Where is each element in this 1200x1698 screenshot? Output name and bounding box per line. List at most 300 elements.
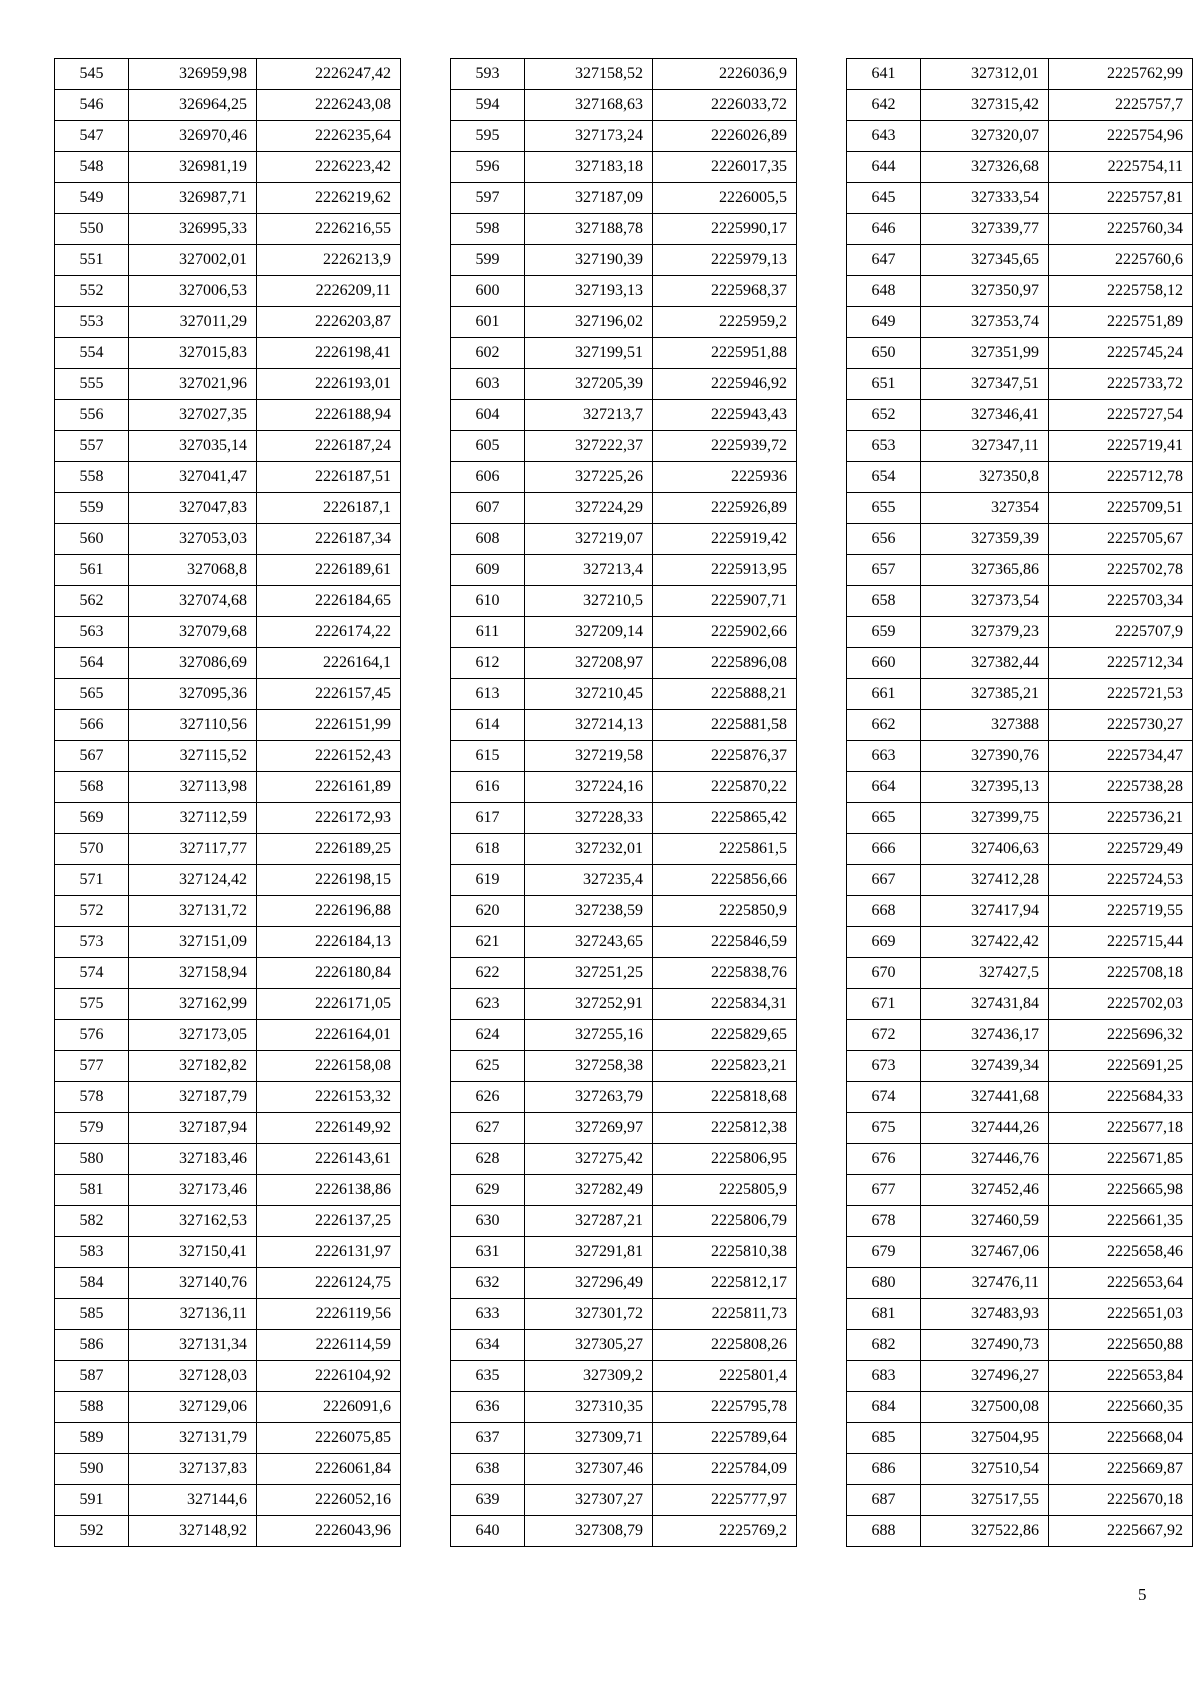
table-row bbox=[847, 803, 1193, 834]
x-coordinate-cell: 327379,23 bbox=[921, 617, 1049, 648]
point-number-cell: 674 bbox=[847, 1082, 921, 1113]
point-number-cell: 556 bbox=[55, 400, 129, 431]
y-coordinate-cell: 2226091,6 bbox=[257, 1392, 401, 1423]
y-coordinate-cell: 2225784,09 bbox=[653, 1454, 797, 1485]
y-coordinate-cell: 2226187,51 bbox=[257, 462, 401, 493]
y-coordinate-cell: 2226213,9 bbox=[257, 245, 401, 276]
point-number-cell: 600 bbox=[451, 276, 525, 307]
table-row bbox=[55, 307, 401, 338]
x-coordinate-cell: 327086,69 bbox=[129, 648, 257, 679]
point-number-cell: 561 bbox=[55, 555, 129, 586]
y-coordinate-cell: 2226131,97 bbox=[257, 1237, 401, 1268]
point-number-cell: 610 bbox=[451, 586, 525, 617]
x-coordinate-cell: 327162,53 bbox=[129, 1206, 257, 1237]
table-row bbox=[451, 586, 797, 617]
y-coordinate-cell: 2226184,65 bbox=[257, 586, 401, 617]
table-row bbox=[847, 307, 1193, 338]
table-row bbox=[451, 1392, 797, 1423]
table-row bbox=[55, 400, 401, 431]
y-coordinate-cell: 2225968,37 bbox=[653, 276, 797, 307]
x-coordinate-cell: 327144,6 bbox=[129, 1485, 257, 1516]
point-number-cell: 666 bbox=[847, 834, 921, 865]
x-coordinate-cell: 327208,97 bbox=[525, 648, 653, 679]
point-number-cell: 683 bbox=[847, 1361, 921, 1392]
x-coordinate-cell: 327422,42 bbox=[921, 927, 1049, 958]
point-number-cell: 636 bbox=[451, 1392, 525, 1423]
table-row bbox=[55, 369, 401, 400]
table-row bbox=[55, 121, 401, 152]
table-row bbox=[451, 958, 797, 989]
point-number-cell: 570 bbox=[55, 834, 129, 865]
x-coordinate-cell: 326964,25 bbox=[129, 90, 257, 121]
y-coordinate-cell: 2226043,96 bbox=[257, 1516, 401, 1547]
table-row bbox=[847, 524, 1193, 555]
y-coordinate-cell: 2225721,53 bbox=[1049, 679, 1193, 710]
x-coordinate-cell: 326970,46 bbox=[129, 121, 257, 152]
y-coordinate-cell: 2225811,73 bbox=[653, 1299, 797, 1330]
x-coordinate-cell: 327140,76 bbox=[129, 1268, 257, 1299]
y-coordinate-cell: 2225856,66 bbox=[653, 865, 797, 896]
y-coordinate-cell: 2225946,92 bbox=[653, 369, 797, 400]
y-coordinate-cell: 2225712,34 bbox=[1049, 648, 1193, 679]
table-row bbox=[847, 276, 1193, 307]
point-number-cell: 616 bbox=[451, 772, 525, 803]
x-coordinate-cell: 327345,65 bbox=[921, 245, 1049, 276]
y-coordinate-cell: 2226033,72 bbox=[653, 90, 797, 121]
table-row bbox=[55, 586, 401, 617]
y-coordinate-cell: 2225745,24 bbox=[1049, 338, 1193, 369]
point-number-cell: 567 bbox=[55, 741, 129, 772]
y-coordinate-cell: 2226209,11 bbox=[257, 276, 401, 307]
y-coordinate-cell: 2226174,22 bbox=[257, 617, 401, 648]
point-number-cell: 598 bbox=[451, 214, 525, 245]
x-coordinate-cell: 327112,59 bbox=[129, 803, 257, 834]
table-row bbox=[847, 617, 1193, 648]
point-number-cell: 581 bbox=[55, 1175, 129, 1206]
x-coordinate-cell: 327222,37 bbox=[525, 431, 653, 462]
table-row bbox=[55, 524, 401, 555]
point-number-cell: 568 bbox=[55, 772, 129, 803]
table-row bbox=[55, 865, 401, 896]
point-number-cell: 562 bbox=[55, 586, 129, 617]
x-coordinate-cell: 327504,95 bbox=[921, 1423, 1049, 1454]
point-number-cell: 629 bbox=[451, 1175, 525, 1206]
table-row bbox=[55, 59, 401, 90]
table-row bbox=[847, 1237, 1193, 1268]
y-coordinate-cell: 2225979,13 bbox=[653, 245, 797, 276]
table-row bbox=[847, 245, 1193, 276]
point-number-cell: 582 bbox=[55, 1206, 129, 1237]
table-row bbox=[451, 865, 797, 896]
point-number-cell: 645 bbox=[847, 183, 921, 214]
table-row bbox=[451, 152, 797, 183]
table-row bbox=[451, 710, 797, 741]
x-coordinate-cell: 327015,83 bbox=[129, 338, 257, 369]
table-row bbox=[55, 1206, 401, 1237]
y-coordinate-cell: 2225727,54 bbox=[1049, 400, 1193, 431]
point-number-cell: 605 bbox=[451, 431, 525, 462]
table-row bbox=[55, 183, 401, 214]
x-coordinate-cell: 327205,39 bbox=[525, 369, 653, 400]
x-coordinate-cell: 327002,01 bbox=[129, 245, 257, 276]
point-number-cell: 622 bbox=[451, 958, 525, 989]
y-coordinate-cell: 2226104,92 bbox=[257, 1361, 401, 1392]
x-coordinate-cell: 327275,42 bbox=[525, 1144, 653, 1175]
x-coordinate-cell: 327053,03 bbox=[129, 524, 257, 555]
x-coordinate-cell: 327182,82 bbox=[129, 1051, 257, 1082]
y-coordinate-cell: 2225805,9 bbox=[653, 1175, 797, 1206]
table-row bbox=[451, 617, 797, 648]
y-coordinate-cell: 2225943,43 bbox=[653, 400, 797, 431]
point-number-cell: 639 bbox=[451, 1485, 525, 1516]
table-row bbox=[847, 1051, 1193, 1082]
point-number-cell: 650 bbox=[847, 338, 921, 369]
point-number-cell: 631 bbox=[451, 1237, 525, 1268]
point-number-cell: 545 bbox=[55, 59, 129, 90]
table-row bbox=[847, 400, 1193, 431]
x-coordinate-cell: 327124,42 bbox=[129, 865, 257, 896]
point-number-cell: 662 bbox=[847, 710, 921, 741]
coordinate-table-2 bbox=[450, 58, 797, 1547]
x-coordinate-cell: 327346,41 bbox=[921, 400, 1049, 431]
point-number-cell: 597 bbox=[451, 183, 525, 214]
y-coordinate-cell: 2225959,2 bbox=[653, 307, 797, 338]
table-row bbox=[847, 152, 1193, 183]
table-row bbox=[847, 1330, 1193, 1361]
y-coordinate-cell: 2225812,17 bbox=[653, 1268, 797, 1299]
x-coordinate-cell: 327131,79 bbox=[129, 1423, 257, 1454]
table-row bbox=[847, 493, 1193, 524]
y-coordinate-cell: 2225671,85 bbox=[1049, 1144, 1193, 1175]
y-coordinate-cell: 2226164,01 bbox=[257, 1020, 401, 1051]
y-coordinate-cell: 2225829,65 bbox=[653, 1020, 797, 1051]
y-coordinate-cell: 2226119,56 bbox=[257, 1299, 401, 1330]
x-coordinate-cell: 327113,98 bbox=[129, 772, 257, 803]
point-number-cell: 657 bbox=[847, 555, 921, 586]
table-row bbox=[847, 679, 1193, 710]
x-coordinate-cell: 327210,5 bbox=[525, 586, 653, 617]
point-number-cell: 624 bbox=[451, 1020, 525, 1051]
point-number-cell: 565 bbox=[55, 679, 129, 710]
y-coordinate-cell: 2225919,42 bbox=[653, 524, 797, 555]
x-coordinate-cell: 327446,76 bbox=[921, 1144, 1049, 1175]
point-number-cell: 589 bbox=[55, 1423, 129, 1454]
y-coordinate-cell: 2225865,42 bbox=[653, 803, 797, 834]
y-coordinate-cell: 2226198,15 bbox=[257, 865, 401, 896]
y-coordinate-cell: 2226247,42 bbox=[257, 59, 401, 90]
x-coordinate-cell: 327115,52 bbox=[129, 741, 257, 772]
y-coordinate-cell: 2225651,03 bbox=[1049, 1299, 1193, 1330]
point-number-cell: 635 bbox=[451, 1361, 525, 1392]
table-row bbox=[451, 307, 797, 338]
y-coordinate-cell: 2226157,45 bbox=[257, 679, 401, 710]
table-row bbox=[451, 1330, 797, 1361]
point-number-cell: 553 bbox=[55, 307, 129, 338]
point-number-cell: 654 bbox=[847, 462, 921, 493]
y-coordinate-cell: 2225709,51 bbox=[1049, 493, 1193, 524]
y-coordinate-cell: 2225661,35 bbox=[1049, 1206, 1193, 1237]
point-number-cell: 606 bbox=[451, 462, 525, 493]
point-number-cell: 594 bbox=[451, 90, 525, 121]
table-row bbox=[847, 431, 1193, 462]
x-coordinate-cell: 327339,77 bbox=[921, 214, 1049, 245]
x-coordinate-cell: 326995,33 bbox=[129, 214, 257, 245]
x-coordinate-cell: 327412,28 bbox=[921, 865, 1049, 896]
y-coordinate-cell: 2225760,6 bbox=[1049, 245, 1193, 276]
point-number-cell: 546 bbox=[55, 90, 129, 121]
x-coordinate-cell: 327483,93 bbox=[921, 1299, 1049, 1330]
point-number-cell: 574 bbox=[55, 958, 129, 989]
point-number-cell: 590 bbox=[55, 1454, 129, 1485]
point-number-cell: 663 bbox=[847, 741, 921, 772]
y-coordinate-cell: 2225926,89 bbox=[653, 493, 797, 524]
table-row bbox=[55, 1144, 401, 1175]
point-number-cell: 558 bbox=[55, 462, 129, 493]
y-coordinate-cell: 2225736,21 bbox=[1049, 803, 1193, 834]
y-coordinate-cell: 2225705,67 bbox=[1049, 524, 1193, 555]
x-coordinate-cell: 327129,06 bbox=[129, 1392, 257, 1423]
y-coordinate-cell: 2225951,88 bbox=[653, 338, 797, 369]
table-row bbox=[847, 1020, 1193, 1051]
x-coordinate-cell: 327035,14 bbox=[129, 431, 257, 462]
x-coordinate-cell: 327011,29 bbox=[129, 307, 257, 338]
y-coordinate-cell: 2225670,18 bbox=[1049, 1485, 1193, 1516]
x-coordinate-cell: 327373,54 bbox=[921, 586, 1049, 617]
point-number-cell: 573 bbox=[55, 927, 129, 958]
x-coordinate-cell: 327047,83 bbox=[129, 493, 257, 524]
y-coordinate-cell: 2226172,93 bbox=[257, 803, 401, 834]
table-row bbox=[451, 59, 797, 90]
point-number-cell: 634 bbox=[451, 1330, 525, 1361]
point-number-cell: 571 bbox=[55, 865, 129, 896]
table-row bbox=[847, 462, 1193, 493]
point-number-cell: 687 bbox=[847, 1485, 921, 1516]
x-coordinate-cell: 327187,94 bbox=[129, 1113, 257, 1144]
point-number-cell: 592 bbox=[55, 1516, 129, 1547]
y-coordinate-cell: 2226061,84 bbox=[257, 1454, 401, 1485]
point-number-cell: 648 bbox=[847, 276, 921, 307]
y-coordinate-cell: 2225870,22 bbox=[653, 772, 797, 803]
table-row bbox=[451, 679, 797, 710]
x-coordinate-cell: 327359,39 bbox=[921, 524, 1049, 555]
y-coordinate-cell: 2226235,64 bbox=[257, 121, 401, 152]
x-coordinate-cell: 327315,42 bbox=[921, 90, 1049, 121]
point-number-cell: 548 bbox=[55, 152, 129, 183]
table-row bbox=[451, 1144, 797, 1175]
x-coordinate-cell: 327041,47 bbox=[129, 462, 257, 493]
point-number-cell: 547 bbox=[55, 121, 129, 152]
point-number-cell: 585 bbox=[55, 1299, 129, 1330]
x-coordinate-cell: 327199,51 bbox=[525, 338, 653, 369]
x-coordinate-cell: 327351,99 bbox=[921, 338, 1049, 369]
x-coordinate-cell: 327224,29 bbox=[525, 493, 653, 524]
point-number-cell: 664 bbox=[847, 772, 921, 803]
y-coordinate-cell: 2225907,71 bbox=[653, 586, 797, 617]
table-row bbox=[55, 617, 401, 648]
y-coordinate-cell: 2225896,08 bbox=[653, 648, 797, 679]
x-coordinate-cell: 327168,63 bbox=[525, 90, 653, 121]
point-number-cell: 627 bbox=[451, 1113, 525, 1144]
x-coordinate-cell: 327151,09 bbox=[129, 927, 257, 958]
table-row bbox=[451, 772, 797, 803]
x-coordinate-cell: 327136,11 bbox=[129, 1299, 257, 1330]
table-row bbox=[55, 958, 401, 989]
point-number-cell: 659 bbox=[847, 617, 921, 648]
x-coordinate-cell: 327225,26 bbox=[525, 462, 653, 493]
y-coordinate-cell: 2225696,32 bbox=[1049, 1020, 1193, 1051]
y-coordinate-cell: 2225653,84 bbox=[1049, 1361, 1193, 1392]
y-coordinate-cell: 2226243,08 bbox=[257, 90, 401, 121]
point-number-cell: 564 bbox=[55, 648, 129, 679]
y-coordinate-cell: 2225730,27 bbox=[1049, 710, 1193, 741]
point-number-cell: 604 bbox=[451, 400, 525, 431]
x-coordinate-cell: 327427,5 bbox=[921, 958, 1049, 989]
table-row bbox=[847, 989, 1193, 1020]
x-coordinate-cell: 327309,2 bbox=[525, 1361, 653, 1392]
point-number-cell: 580 bbox=[55, 1144, 129, 1175]
y-coordinate-cell: 2226138,86 bbox=[257, 1175, 401, 1206]
table-row bbox=[451, 1237, 797, 1268]
y-coordinate-cell: 2226187,24 bbox=[257, 431, 401, 462]
table-row bbox=[847, 865, 1193, 896]
x-coordinate-cell: 327173,46 bbox=[129, 1175, 257, 1206]
table-row bbox=[451, 493, 797, 524]
point-number-cell: 665 bbox=[847, 803, 921, 834]
x-coordinate-cell: 327347,11 bbox=[921, 431, 1049, 462]
x-coordinate-cell: 326981,19 bbox=[129, 152, 257, 183]
point-number-cell: 615 bbox=[451, 741, 525, 772]
x-coordinate-cell: 327137,83 bbox=[129, 1454, 257, 1485]
y-coordinate-cell: 2225719,55 bbox=[1049, 896, 1193, 927]
x-coordinate-cell: 327417,94 bbox=[921, 896, 1049, 927]
point-number-cell: 678 bbox=[847, 1206, 921, 1237]
table-row bbox=[55, 1020, 401, 1051]
y-coordinate-cell: 2225936 bbox=[653, 462, 797, 493]
table-row bbox=[451, 1454, 797, 1485]
table-row bbox=[55, 276, 401, 307]
x-coordinate-cell: 327190,39 bbox=[525, 245, 653, 276]
point-number-cell: 552 bbox=[55, 276, 129, 307]
point-number-cell: 611 bbox=[451, 617, 525, 648]
point-number-cell: 656 bbox=[847, 524, 921, 555]
point-number-cell: 577 bbox=[55, 1051, 129, 1082]
point-number-cell: 649 bbox=[847, 307, 921, 338]
x-coordinate-cell: 327500,08 bbox=[921, 1392, 1049, 1423]
point-number-cell: 584 bbox=[55, 1268, 129, 1299]
x-coordinate-cell: 327150,41 bbox=[129, 1237, 257, 1268]
point-number-cell: 614 bbox=[451, 710, 525, 741]
point-number-cell: 680 bbox=[847, 1268, 921, 1299]
table-row bbox=[847, 1082, 1193, 1113]
y-coordinate-cell: 2225838,76 bbox=[653, 958, 797, 989]
x-coordinate-cell: 327291,81 bbox=[525, 1237, 653, 1268]
table-row bbox=[451, 834, 797, 865]
table-row bbox=[55, 1113, 401, 1144]
y-coordinate-cell: 2226052,16 bbox=[257, 1485, 401, 1516]
y-coordinate-cell: 2226187,1 bbox=[257, 493, 401, 524]
point-number-cell: 655 bbox=[847, 493, 921, 524]
point-number-cell: 557 bbox=[55, 431, 129, 462]
y-coordinate-cell: 2225913,95 bbox=[653, 555, 797, 586]
table-row bbox=[55, 1051, 401, 1082]
table-row bbox=[451, 431, 797, 462]
point-number-cell: 633 bbox=[451, 1299, 525, 1330]
x-coordinate-cell: 327258,38 bbox=[525, 1051, 653, 1082]
y-coordinate-cell: 2225660,35 bbox=[1049, 1392, 1193, 1423]
table-row bbox=[55, 1082, 401, 1113]
x-coordinate-cell: 327074,68 bbox=[129, 586, 257, 617]
x-coordinate-cell: 327148,92 bbox=[129, 1516, 257, 1547]
point-number-cell: 676 bbox=[847, 1144, 921, 1175]
point-number-cell: 599 bbox=[451, 245, 525, 276]
x-coordinate-cell: 327441,68 bbox=[921, 1082, 1049, 1113]
x-coordinate-cell: 327296,49 bbox=[525, 1268, 653, 1299]
y-coordinate-cell: 2226075,85 bbox=[257, 1423, 401, 1454]
table-row bbox=[451, 927, 797, 958]
y-coordinate-cell: 2225691,25 bbox=[1049, 1051, 1193, 1082]
table-row bbox=[451, 989, 797, 1020]
point-number-cell: 626 bbox=[451, 1082, 525, 1113]
table-row bbox=[847, 1454, 1193, 1485]
table-row bbox=[451, 1051, 797, 1082]
table-row bbox=[55, 493, 401, 524]
y-coordinate-cell: 2225684,33 bbox=[1049, 1082, 1193, 1113]
point-number-cell: 549 bbox=[55, 183, 129, 214]
x-coordinate-cell: 327251,25 bbox=[525, 958, 653, 989]
point-number-cell: 586 bbox=[55, 1330, 129, 1361]
table-row bbox=[451, 1485, 797, 1516]
table-row bbox=[55, 1175, 401, 1206]
point-number-cell: 569 bbox=[55, 803, 129, 834]
x-coordinate-cell: 327006,53 bbox=[129, 276, 257, 307]
y-coordinate-cell: 2226216,55 bbox=[257, 214, 401, 245]
table-row bbox=[847, 214, 1193, 245]
table-row bbox=[451, 369, 797, 400]
table-row bbox=[847, 90, 1193, 121]
x-coordinate-cell: 327452,46 bbox=[921, 1175, 1049, 1206]
page-number: 5 bbox=[1138, 1585, 1147, 1604]
y-coordinate-cell: 2225789,64 bbox=[653, 1423, 797, 1454]
y-coordinate-cell: 2225677,18 bbox=[1049, 1113, 1193, 1144]
point-number-cell: 638 bbox=[451, 1454, 525, 1485]
y-coordinate-cell: 2226203,87 bbox=[257, 307, 401, 338]
x-coordinate-cell: 327269,97 bbox=[525, 1113, 653, 1144]
table-row bbox=[451, 90, 797, 121]
table-row bbox=[847, 834, 1193, 865]
y-coordinate-cell: 2225658,46 bbox=[1049, 1237, 1193, 1268]
point-number-cell: 642 bbox=[847, 90, 921, 121]
point-number-cell: 575 bbox=[55, 989, 129, 1020]
point-number-cell: 608 bbox=[451, 524, 525, 555]
y-coordinate-cell: 2225703,34 bbox=[1049, 586, 1193, 617]
x-coordinate-cell: 327235,4 bbox=[525, 865, 653, 896]
x-coordinate-cell: 327021,96 bbox=[129, 369, 257, 400]
table-row bbox=[55, 834, 401, 865]
table-row bbox=[451, 896, 797, 927]
table-row bbox=[55, 648, 401, 679]
table-row bbox=[451, 1268, 797, 1299]
y-coordinate-cell: 2225902,66 bbox=[653, 617, 797, 648]
y-coordinate-cell: 2225729,49 bbox=[1049, 834, 1193, 865]
y-coordinate-cell: 2226189,61 bbox=[257, 555, 401, 586]
x-coordinate-cell: 327436,17 bbox=[921, 1020, 1049, 1051]
table-row bbox=[55, 989, 401, 1020]
point-number-cell: 672 bbox=[847, 1020, 921, 1051]
y-coordinate-cell: 2226189,25 bbox=[257, 834, 401, 865]
y-coordinate-cell: 2225702,78 bbox=[1049, 555, 1193, 586]
table-row bbox=[451, 1516, 797, 1547]
y-coordinate-cell: 2225850,9 bbox=[653, 896, 797, 927]
